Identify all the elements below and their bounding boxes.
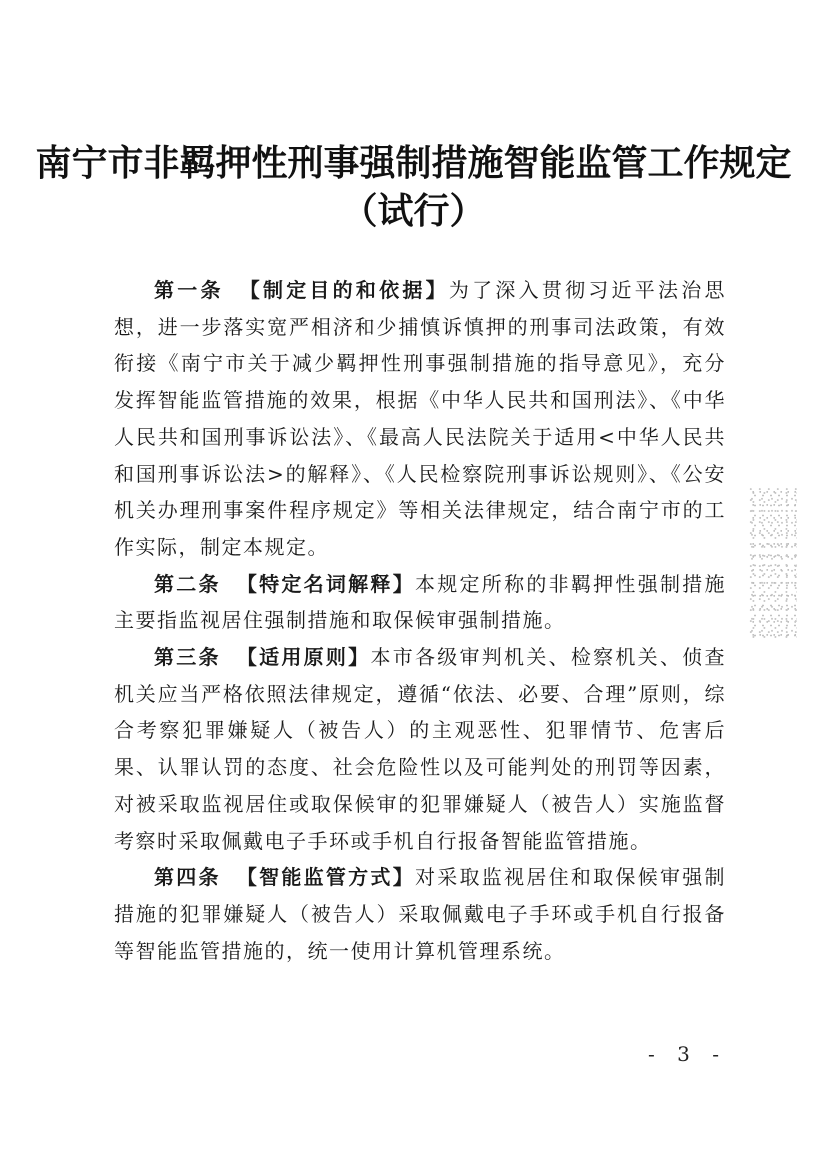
document-title: 南宁市非羁押性刑事强制措施智能监管工作规定 xyxy=(35,143,792,184)
article-text: 本规定所称的非羁押性强制措施主要指监视居住强制措施和取保候审强制措施。 xyxy=(114,571,727,633)
article-heading: 【特定名词解释】 xyxy=(236,571,415,596)
article-3 xyxy=(114,639,726,859)
article-4 xyxy=(114,859,726,969)
article-text: 本市各级审判机关、检察机关、侦查机关应当严格依照法律规定，遵循“依法、必要、合理”原则，综合考察犯罪嫌疑人（被告人）的主观恶性、犯罪情节、危害后果、认罪认罚的态度、社会危险性以及可能判处的刑罚等因素，对被采取监视居住或取保候审的犯罪嫌疑人（被告人）实施监督考察时采取佩戴电子手环或手机自行报备智能监管措施。 xyxy=(114,645,726,853)
document-body xyxy=(114,272,726,969)
article-text: 对采取监视居住和取保候审强制措施的犯罪嫌疑人（被告人）采取佩戴电子手环或手机自行报备等智能监管措施的，统一使用计算机管理系统。 xyxy=(114,865,727,963)
article-number: 第一条 xyxy=(154,278,224,302)
article-heading: 【智能监管方式】 xyxy=(236,865,415,890)
article-1 xyxy=(114,272,726,566)
article-text: 为了深入贯彻习近平法治思想，进一步落实宽严相济和少捕慎诉慎押的刑事司法政策，有效衔接《南宁市关于减少羁押性刑事强制措施的指导意见》，充分发挥智能监管措施的效果，根据《中华人民共和国刑法》、《中华人民共和国刑事诉讼法》、《最高人民法院关于适用<中华人民共和国刑事诉讼法>的解释》、《人民检察院刑事诉讼规则》、《公安机关办理刑事案件程序规定》等相关法律规定，结合南宁市的工作实际，制定本规定。 xyxy=(114,278,727,559)
article-heading: 【适用原则】 xyxy=(236,645,371,670)
document-subtitle: （试行） xyxy=(341,191,486,232)
scan-noise-decoration xyxy=(749,488,797,638)
article-2 xyxy=(114,566,726,639)
article-number: 第二条 xyxy=(154,571,221,596)
page-number: - 3 - xyxy=(648,1042,727,1066)
article-number: 第三条 xyxy=(154,645,221,670)
article-heading: 【制定目的和依据】 xyxy=(239,278,449,302)
article-number: 第四条 xyxy=(154,865,221,890)
